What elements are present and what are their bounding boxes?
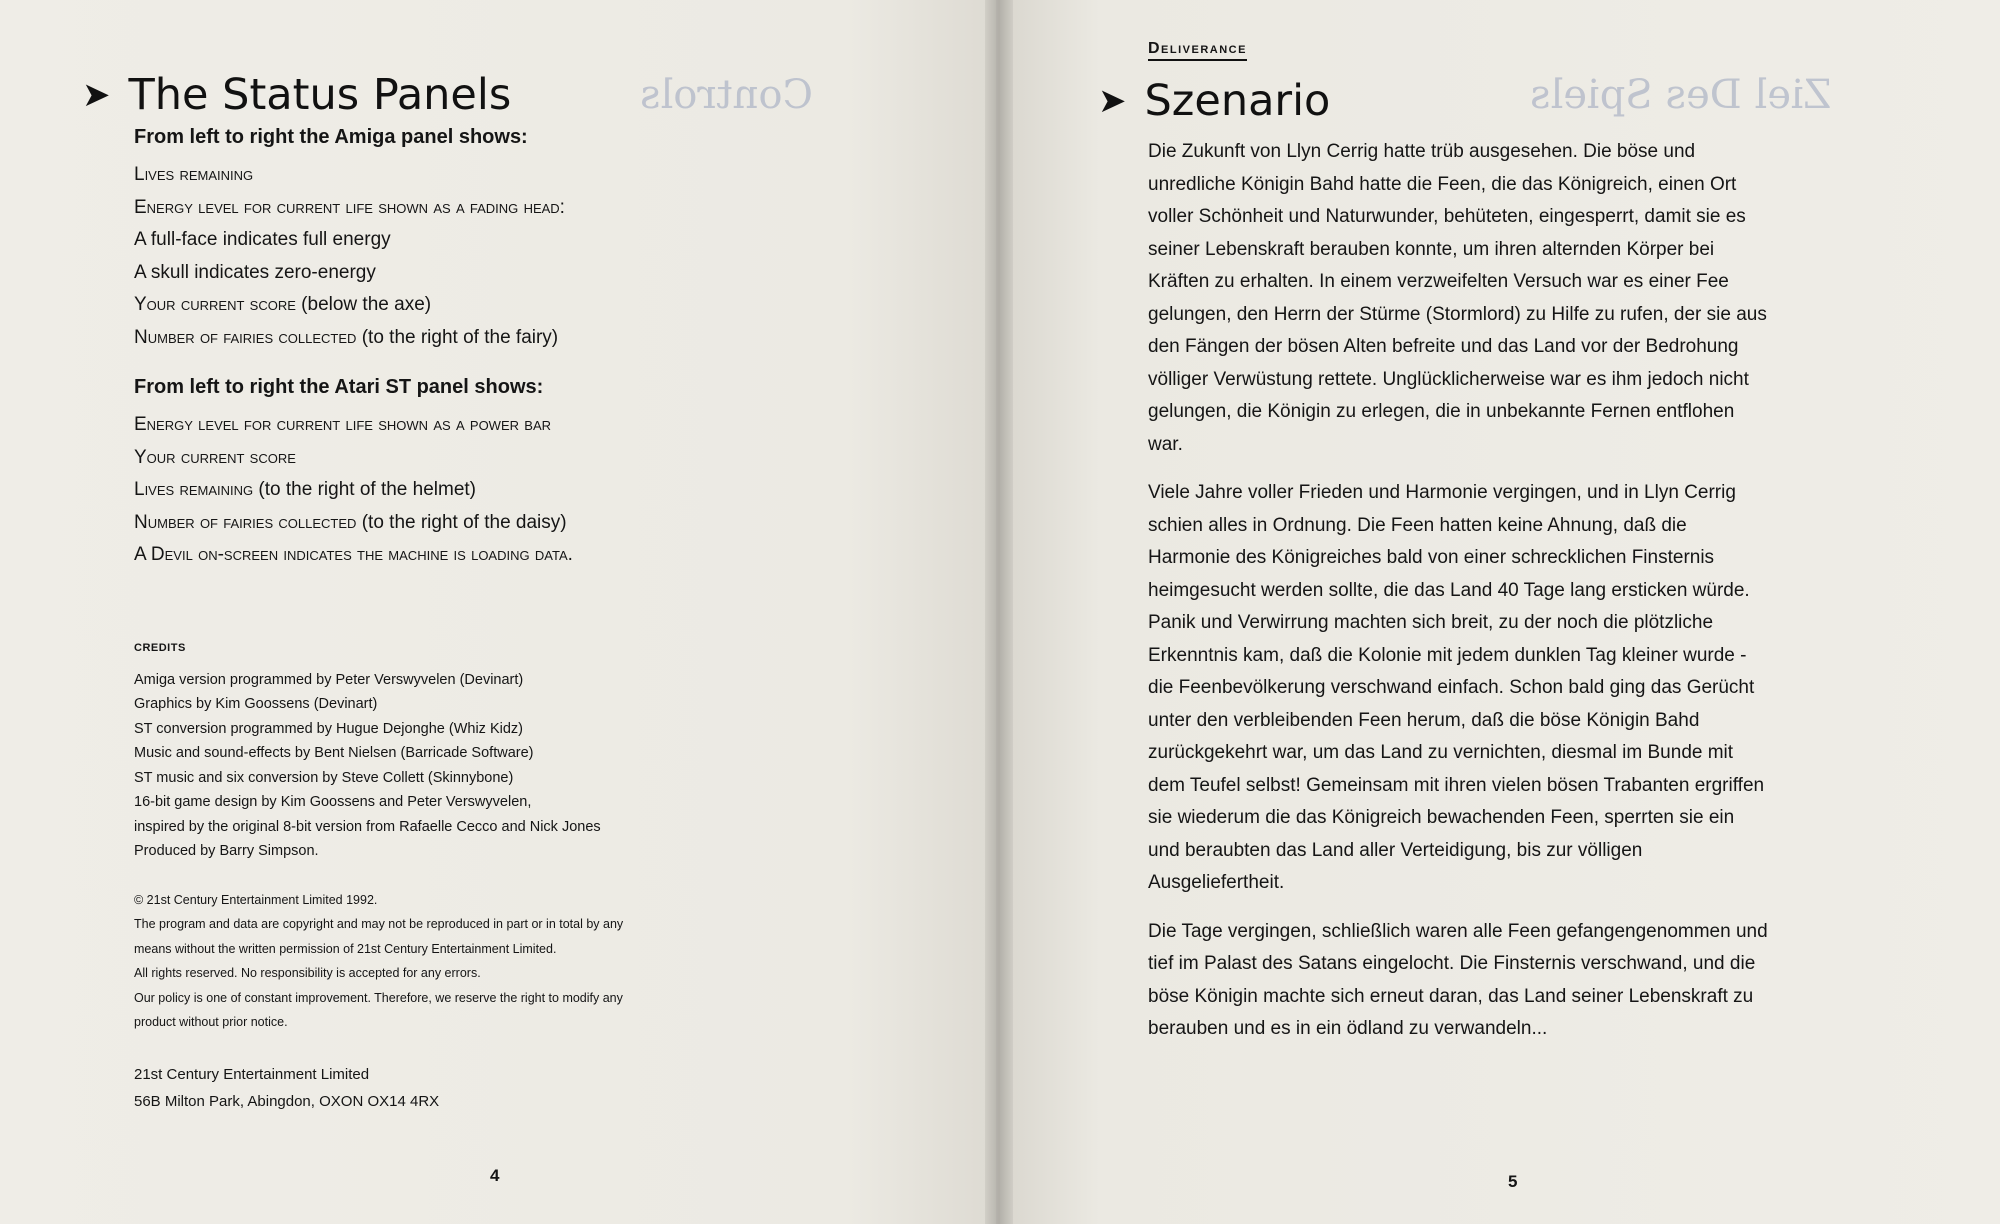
scenario-body: [1148, 136, 1873, 1062]
legal-line: product without prior notice.: [134, 1015, 288, 1029]
page-title: Szenario: [1144, 76, 1331, 126]
paragraph: Viele Jahre voller Frieden und Harmonie vergingen, und in Llyn Cerrig schien alles in Ordnung. Die Feen hatten keine Ahnung, daß die Harmonie des Königreiches bald von einer schrecklichen Finsternis heimgesucht werden sollte, die das Land 40 Tage lang ersticken würde. Panik und Verwirrung machten sich breit, zu der noch die plötzliche Erkenntnis kam, daß die Kolonie mit jedem dunklen Tag kleiner wurde - die Feenbevölkerung verschwand einfach. Schon bald ging das Gerücht unter den verbleibenden Feen herum, daß die böse Königin Bahd zurückgekehrt war, um das Land zu vernichten, diesmal im Bunde mit dem Teufel selbst! Gemeinsam mit ihren vielen bösen Trabanten ergriffen sie wiederum die das Königreich bewachenden Feen, sperrten sie ein und beraubten das Land aller Verteidigung, bis zur völligen Ausgeliefertheit.: [1148, 482, 1765, 893]
credit-line: Music and sound-effects by Bent Nielsen (Barricade Software): [134, 745, 534, 761]
legal-line: The program and data are copyright and may not be reproduced in part or in total by any: [134, 917, 624, 931]
credit-line: Produced by Barry Simpson.: [134, 843, 319, 859]
atari-panel-heading: From left to right the Atari ST panel shows:: [134, 376, 544, 398]
address-line: 56B Milton Park, Abingdon, OXON OX14 4RX: [134, 1092, 440, 1110]
credits-heading: credits: [134, 637, 186, 655]
page-number: 5: [1508, 1172, 1518, 1191]
list-item: Lives remaining: [134, 164, 254, 185]
book-gutter: [985, 0, 1013, 1224]
list-item: A Devil on-screen indicates the machine is loading data.: [134, 544, 573, 565]
page-number: 4: [490, 1166, 500, 1185]
legal-notice: [134, 888, 834, 1035]
left-heading: [82, 70, 511, 120]
credit-line: ST music and six conversion by Steve Collett (Skinnybone): [134, 769, 514, 786]
address-line: 21st Century Entertainment Limited: [134, 1065, 370, 1083]
bleed-through-title: Controls: [640, 72, 814, 118]
legal-line: Our policy is one of constant improvement. Therefore, we reserve the right to modify any: [134, 990, 623, 1005]
brand-header: Deliverance: [1148, 40, 1247, 61]
credit-line: Amiga version programmed by Peter Verswyvelen (Devinart): [134, 671, 524, 688]
credit-line: inspired by the original 8-bit version from Rafaelle Cecco and Nick Jones: [134, 818, 601, 835]
legal-line: means without the written permission of 21st Century Entertainment Limited.: [134, 941, 557, 956]
bleed-through-title: Ziel Des Spiels: [1530, 72, 1832, 118]
list-item: Number of fairies collected (to the right of the daisy): [134, 511, 567, 533]
list-item: A full-face indicates full energy: [134, 229, 391, 250]
credit-line: ST conversion programmed by Hugue Dejonghe (Whiz Kidz): [134, 720, 523, 737]
credits-list: [134, 668, 834, 864]
legal-line: © 21st Century Entertainment Limited 1992.: [134, 892, 378, 907]
list-item: A skull indicates zero-energy: [134, 261, 376, 283]
paragraph: Die Tage vergingen, schließlich waren alle Feen gefangengenommen und tief im Palast des Satans eingelocht. Die Finsternis verschwand, und die böse Königin machte sich erneut daran, das Land seiner Lebenskraft zu berauben und es in ein ödland zu verwandeln...: [1148, 920, 1768, 1039]
company-address: [134, 1061, 834, 1115]
list-item: Your current score (below the axe): [134, 294, 432, 315]
page-title: The Status Panels: [128, 70, 512, 120]
legal-line: All rights reserved. No responsibility is accepted for any errors.: [134, 966, 481, 980]
atari-panel-list: [134, 409, 834, 572]
credit-line: Graphics by Kim Goossens (Devinart): [134, 696, 378, 712]
amiga-panel-list: [134, 159, 834, 354]
credit-line: 16-bit game design by Kim Goossens and Peter Verswyvelen,: [134, 794, 532, 810]
right-page: [1000, 0, 2000, 1224]
arrow-bullet-icon: ➤: [82, 76, 111, 114]
paragraph: Die Zukunft von Llyn Cerrig hatte trüb ausgesehen. Die böse und unredliche Königin Bahd hatte die Feen, die das Königreich, einen Ort voller Schönheit und Naturwunder, behüteten, eingesperrt, damit sie es seiner Lebenskraft berauben konnte, um ihren alternden Körper bei Kräften zu erhalten. In einem verzweifelten Versuch war es einer Fee gelungen, den Herrn der Stürme (Stormlord) zu Hilfe zu rufen, der sie aus den Fängen der bösen Alten befreite und das Land vor der Bedrohung völliger Verwüstung rettete. Unglücklicherweise war es ihm jedoch nicht gelungen, die Königin zu erlegen, die in unbekannte Fernen entflohen war.: [1148, 141, 1767, 455]
list-item: Energy level for current life shown as a fading head:: [134, 196, 565, 218]
list-item: Lives remaining (to the right of the helmet): [134, 479, 476, 500]
amiga-panel-heading: From left to right the Amiga panel shows:: [134, 126, 528, 148]
left-body: [134, 126, 834, 1115]
list-item: Your current score: [134, 446, 296, 468]
left-page: [0, 0, 996, 1224]
list-item: Number of fairies collected (to the right of the fairy): [134, 326, 559, 348]
list-item: Energy level for current life shown as a power bar: [134, 414, 552, 435]
right-heading: [1098, 76, 1330, 126]
arrow-bullet-icon: ➤: [1098, 82, 1127, 120]
